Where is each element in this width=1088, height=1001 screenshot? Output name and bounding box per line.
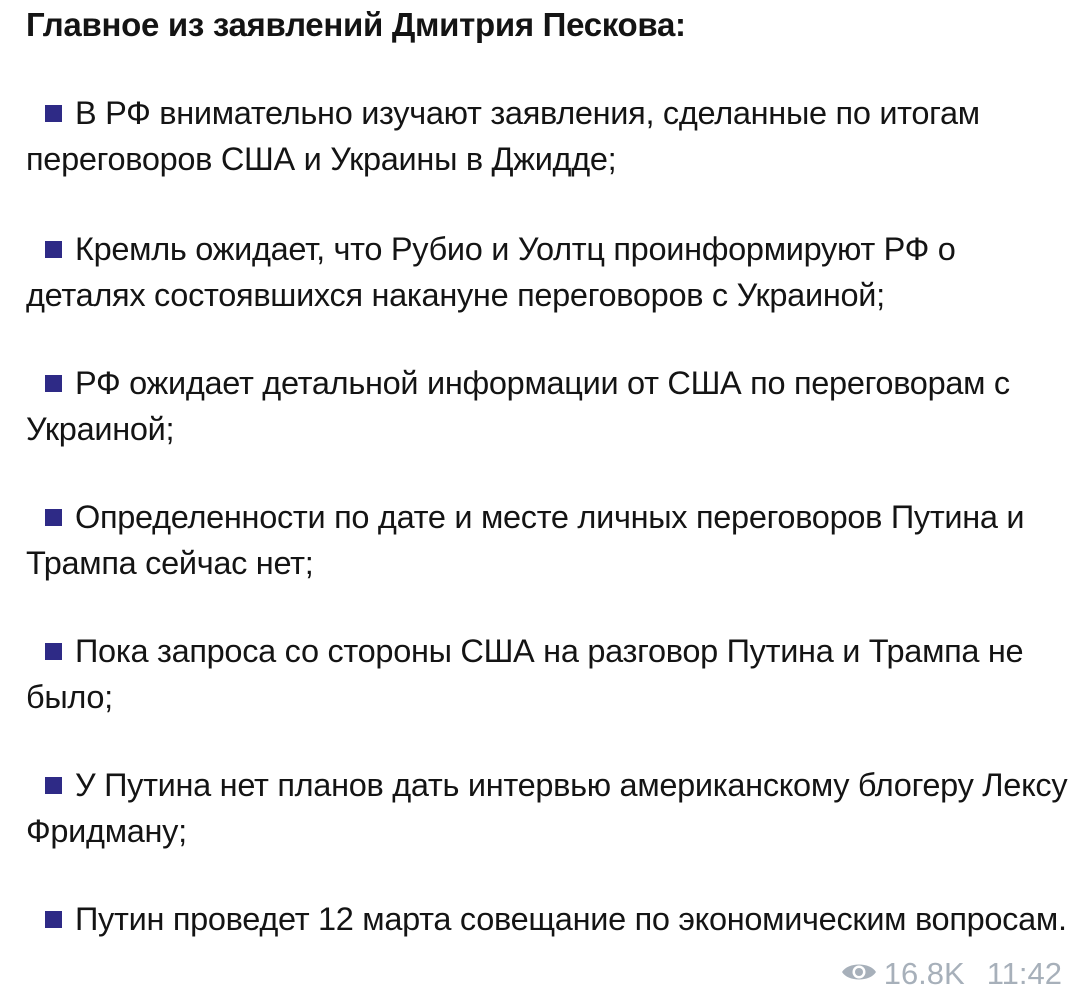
view-count: 16.8K [883,956,965,991]
list-item-text: Определенности по дате и месте личных переговоров Путина и Трампа сейчас нет; [26,499,1025,581]
list-item-text: Путин проведет 12 марта совещание по экономическим вопросам. [75,901,1067,937]
square-bullet-icon [45,375,62,392]
list-item-text: РФ ожидает детальной информации от США по переговорам с Украиной; [26,365,1010,447]
post-time: 11:42 [986,956,1062,991]
list-item-text: Пока запроса со стороны США на разговор Путина и Трампа не было; [26,633,1024,715]
list-item [26,762,1076,854]
list-item-text: В РФ внимательно изучают заявления, сделанные по итогам переговоров США и Украины в Джидде; [26,95,980,177]
square-bullet-icon [45,105,62,122]
square-bullet-icon [45,777,62,794]
list-item [26,360,1076,452]
list-item [26,90,1076,182]
list-item [26,628,1076,720]
list-item-text: У Путина нет планов дать интервью американскому блогеру Лексу Фридману; [26,767,1068,849]
eye-icon [841,956,877,992]
post-meta [841,951,1062,997]
list-item-text: Кремль ожидает, что Рубио и Уолтц проинформируют РФ о деталях состоявшихся накануне переговоров с Украиной; [26,231,956,313]
post-title: Главное из заявлений Дмитрия Пескова: [26,6,686,43]
square-bullet-icon [45,509,62,526]
square-bullet-icon [45,911,62,928]
list-item [26,226,1076,318]
square-bullet-icon [45,643,62,660]
square-bullet-icon [45,241,62,258]
list-item [26,494,1076,586]
list-item [26,896,1076,942]
